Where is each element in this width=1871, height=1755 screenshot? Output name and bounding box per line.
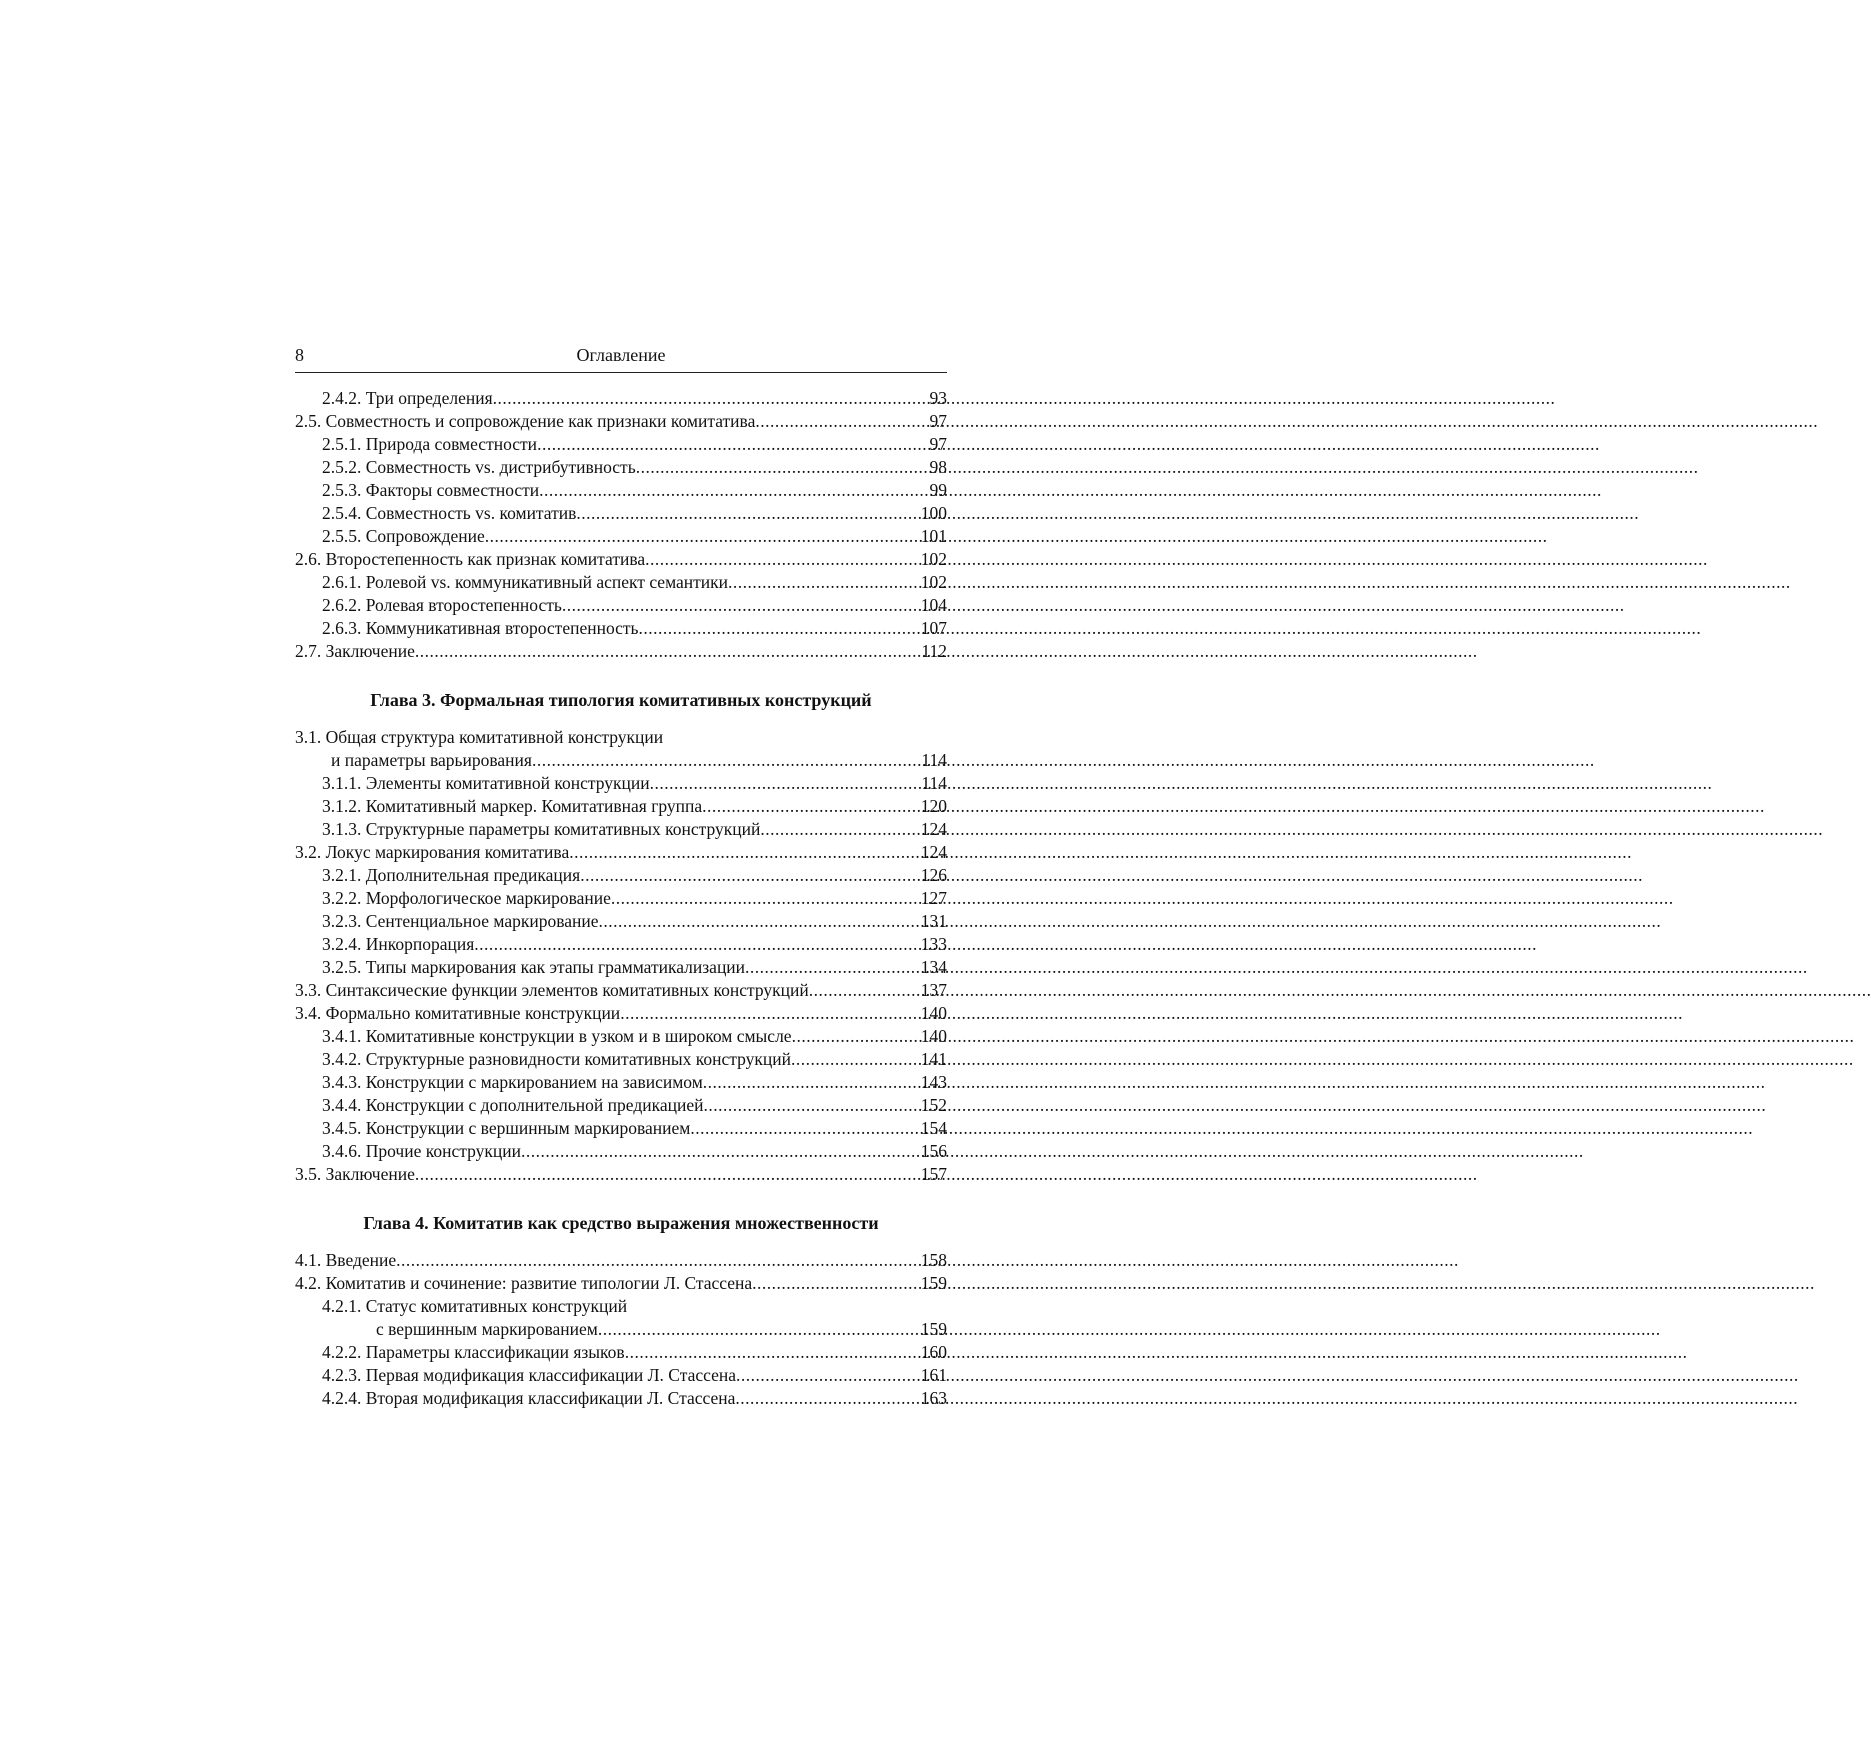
toc-entry: 2.5.5. Сопровождение ..... 101	[295, 525, 947, 548]
toc-entry: 3.2.5. Типы маркирования как этапы грамматикализации ..... 134	[295, 956, 947, 979]
toc-entry: 2.7. Заключение ..... 112	[295, 640, 947, 663]
toc-entry: 3.2.3. Сентенциальное маркирование ..... 131	[295, 910, 947, 933]
toc-entry: 2.6.2. Ролевая второстепенность ..... 104	[295, 594, 947, 617]
toc-entry: 3.4.6. Прочие конструкции ..... 156	[295, 1140, 947, 1163]
chapter-3-title: Глава 3. Формальная типология комитативных конструкций	[370, 690, 872, 710]
toc-section-chapter3	[295, 726, 947, 1186]
toc-entry: 2.5.1. Природа совместности ..... 97	[295, 433, 947, 456]
toc-entry: 3.4.4. Конструкции с дополнительной предикацией ..... 152	[295, 1094, 947, 1117]
toc-entry: 3.4.1. Комитативные конструкции в узком и в широком смысле ..... 140	[295, 1025, 947, 1048]
toc-entry: 3.3. Синтаксические функции элементов комитативных конструкций ..... 137	[295, 979, 947, 1002]
toc-entry: 2.5. Совместность и сопровождение как признаки комитатива ..... 97	[295, 410, 947, 433]
toc-entry: 4.2.4. Вторая модификация классификации Л. Стассена ..... 163	[295, 1387, 947, 1410]
toc-entry: 4.2. Комитатив и сочинение: развитие типологии Л. Стассена ..... 159	[295, 1272, 947, 1295]
toc-entry: 2.6.1. Ролевой vs. коммуникативный аспект семантики ..... 102	[295, 571, 947, 594]
toc-entry: 2.6. Второстепенность как признак комитатива ..... 102	[295, 548, 947, 571]
toc-entry: 3.2.2. Морфологическое маркирование ..... 127	[295, 887, 947, 910]
toc-entry: 3.5. Заключение ..... 157	[295, 1163, 947, 1186]
toc-entry: 4.2.2. Параметры классификации языков ..... 160	[295, 1341, 947, 1364]
toc-section-chapter2	[295, 387, 947, 663]
toc-entry: и параметры варьирования ..... 114	[295, 749, 947, 772]
toc-entry: 3.1.2. Комитативный маркер. Комитативная группа ..... 120	[295, 795, 947, 818]
toc-entry: 2.6.3. Коммуникативная второстепенность ..... 107	[295, 617, 947, 640]
toc-page	[295, 340, 947, 1410]
toc-entry: 2.4.2. Три определения ..... 93	[295, 387, 947, 410]
toc-entry: 4.2.3. Первая модификация классификации Л. Стассена ..... 161	[295, 1364, 947, 1387]
toc-entry: 3.1.3. Структурные параметры комитативных конструкций ..... 124	[295, 818, 947, 841]
toc-entry: 3.2. Локус маркирования комитатива ..... 124	[295, 841, 947, 864]
page-number: 8	[295, 345, 304, 365]
toc-entry: с вершинным маркированием ..... 159	[295, 1318, 947, 1341]
running-title: Оглавление	[576, 345, 666, 365]
toc-entry: 3.2.1. Дополнительная предикация ..... 126	[295, 864, 947, 887]
toc-entry: 3.4.3. Конструкции с маркированием на зависимом ..... 143	[295, 1071, 947, 1094]
toc-entry: 3.4. Формально комитативные конструкции ..... 140	[295, 1002, 947, 1025]
toc-entry: 2.5.4. Совместность vs. комитатив ..... 100	[295, 502, 947, 525]
toc-entry: 2.5.3. Факторы совместности ..... 99	[295, 479, 947, 502]
chapter-4-title: Глава 4. Комитатив как средство выражения множественности	[363, 1213, 879, 1233]
toc-entry: 3.1.1. Элементы комитативной конструкции ..... 114	[295, 772, 947, 795]
toc-section-chapter4	[295, 1249, 947, 1410]
toc-entry: 3.4.5. Конструкции с вершинным маркированием ..... 154	[295, 1117, 947, 1140]
toc-entry-line: 4.2.1. Статус комитативных конструкций	[322, 1296, 628, 1316]
toc-entry-line: 3.1. Общая структура комитативной конструкции	[295, 727, 664, 747]
running-header	[295, 340, 947, 373]
toc-entry: 2.5.2. Совместность vs. дистрибутивность ..... 98	[295, 456, 947, 479]
toc-entry: 3.2.4. Инкорпорация ..... 133	[295, 933, 947, 956]
toc-entry: 4.1. Введение ..... 158	[295, 1249, 947, 1272]
toc-entry: 3.4.2. Структурные разновидности комитативных конструкций ..... 141	[295, 1048, 947, 1071]
